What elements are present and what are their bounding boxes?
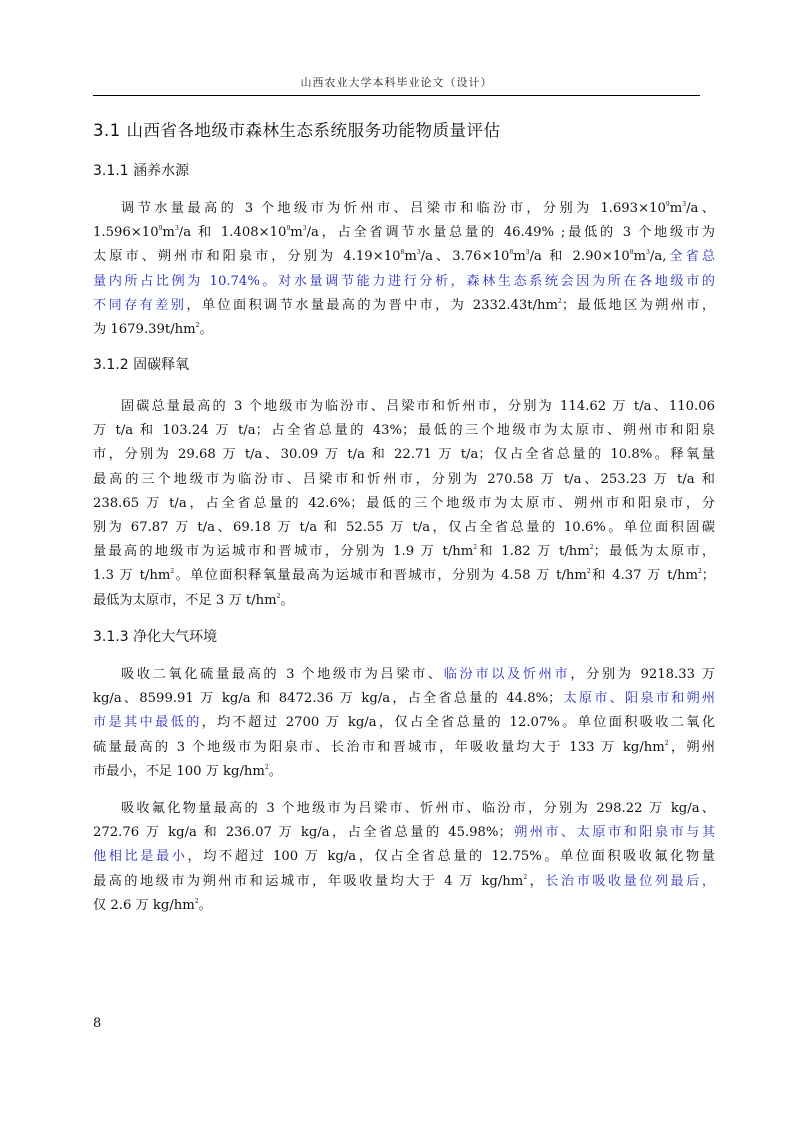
text-line: 量最高的地级市为运城市和晋城市，分别为 1.9 万 $t/hm^2$和 1.82 万 $t/hm^2$；最低为太原市， bbox=[93, 544, 715, 560]
text-line-highlight: 量内所占比例为 10.74%。对水量调节能力进行分析，森林生态系统会因为所在各地级市的 bbox=[93, 273, 715, 289]
text-line: 他相比是最小，均不超过 100 万 kg/a，仅占全省总量的 12.75%。单位面积吸收氟化物量 bbox=[93, 849, 715, 865]
text-line: 238.65 万 t/a，占全省总量的 42.6%；最低的三个地级市为太原市、朔州市和阳泉市，分 bbox=[93, 495, 715, 511]
text-line: 市是其中最低的，均不超过 2700 万 kg/a，仅占全省总量的 12.07%。单位面积吸收二氧化 bbox=[93, 715, 715, 731]
text-line: 为 $1679.39t/hm^2$。 bbox=[93, 322, 213, 338]
text-line: 仅 2.6 万 $kg/hm^2$。 bbox=[93, 897, 212, 913]
text-line: 市最小，不足 100 万 $kg/hm^2$。 bbox=[93, 763, 282, 779]
paragraph-fluoride bbox=[93, 797, 715, 918]
text-line: 272.76 万 kg/a 和 236.07 万 kg/a，占全省总量的 45.98%；朔州市、太原市和阳泉市与其 bbox=[93, 825, 715, 841]
text-line: 吸收二氧化硫量最高的 3 个地级市为吕梁市、临汾市以及忻州市，分别为 9218.33 万 bbox=[121, 667, 715, 682]
text-line: 不同存有差别，单位面积调节水量最高的为晋中市，为 $2332.43t/hm^2$；最低地区为朔州市， bbox=[93, 297, 715, 313]
subsection-title-water: 3.1.1 涵养水源 bbox=[93, 163, 190, 179]
text-line: 别为 67.87 万 t/a、69.18 万 t/a 和 52.55 万 t/a，仅占全省总量的 10.6%。单位面积固碳 bbox=[93, 520, 715, 536]
text-line: 万 t/a 和 103.24 万 t/a；占全省总量的 43%；最低的三个地级市为太原市、朔州市和阳泉 bbox=[93, 423, 715, 439]
text-line: 市，分别为 29.68 万 t/a、30.09 万 t/a 和 22.71 万 t/a；仅占全省总量的 10.8%。释氧量 bbox=[93, 447, 715, 463]
text-line: 调节水量最高的 3 个地级市为忻州市、吕梁市和临汾市，分别为 $1.693\times 10^9m^3/a$、 bbox=[121, 201, 715, 216]
text-line: 太原市、朔州市和阳泉市，分别为 $4.19\times 10^8m^3/a$、$3.76\times 10^8m^3/a$ 和 $2.90\times 10^8m^3/a$,全省总 bbox=[93, 249, 715, 265]
paragraph-sulfur bbox=[93, 663, 715, 784]
paragraph-water bbox=[93, 197, 715, 342]
subsection-title-carbon: 3.1.2 固碳释氧 bbox=[93, 357, 190, 373]
text-line: 最低为太原市，不足 3 万 $t/hm^2$。 bbox=[93, 592, 294, 608]
text-line: 硫量最高的 3 个地级市为阳泉市、长治市和晋城市，年吸收量均大于 133 万 $kg/hm^2$，朔州 bbox=[93, 739, 715, 755]
subsection-title-air: 3.1.3 净化大气环境 bbox=[93, 629, 218, 645]
text-line: $1.596\times 10^9m^3/a$ 和 $1.408\times 10^9m^3/a$，占全省调节水量总量的 46.49% ;最低的 3 个地级市为 bbox=[93, 225, 715, 241]
paragraph-carbon bbox=[93, 395, 715, 613]
text-line: 吸收氟化物量最高的 3 个地级市为吕梁市、忻州市、临汾市，分别为 298.22 万 kg/a、 bbox=[121, 801, 715, 816]
section-title: 3.1 山西省各地级市森林生态系统服务功能物质量评估 bbox=[93, 121, 501, 140]
page-header: 山西农业大学本科毕业论文（设计） bbox=[300, 76, 493, 89]
text-line: 最高的三个地级市为临汾市、吕梁市和忻州市，分别为 270.58 万 t/a、253.23 万 t/a 和 bbox=[93, 471, 715, 487]
header-rule bbox=[93, 95, 700, 96]
text-line: kg/a、8599.91 万 kg/a 和 8472.36 万 kg/a，占全省总量的 44.8%；太原市、阳泉市和朔州 bbox=[93, 691, 715, 707]
text-line: 固碳总量最高的 3 个地级市为临汾市、吕梁市和忻州市，分别为 114.62 万 t/a、110.06 bbox=[121, 399, 715, 414]
text-line: 最高的地级市为朔州市和运城市，年吸收量均大于 4 万 $kg/hm^2$，长治市吸收量位列最后， bbox=[93, 873, 715, 889]
page-number: 8 bbox=[93, 1016, 102, 1031]
text-line: 1.3 万 $t/hm^2$。单位面积释氧量最高为运城市和晋城市，分别为 4.58 万 $t/hm^2$和 4.37 万 $t/hm^2$； bbox=[93, 568, 715, 584]
